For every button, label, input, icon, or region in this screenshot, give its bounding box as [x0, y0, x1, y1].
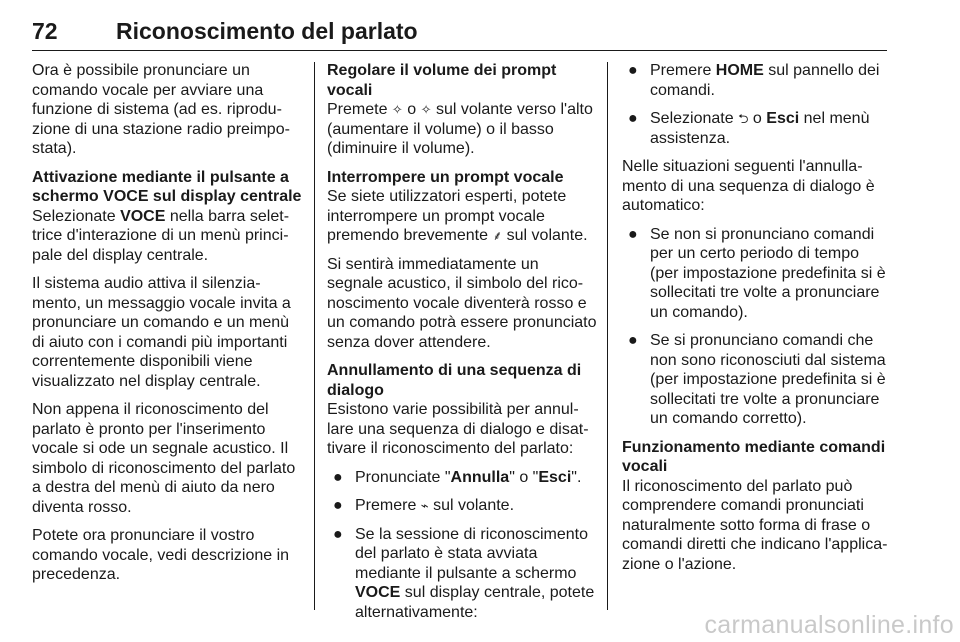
list-item: ● Selezionate ⮌ o Esci nel menù assistenza.	[628, 110, 870, 147]
volume-up-icon: ✧	[391, 102, 403, 117]
section-heading: Funzionamento mediante comandi vocali	[622, 438, 886, 475]
paragraph: Potete ora pronunciare il vostro comando vocale, vedi descrizione in precedenza.	[32, 527, 290, 583]
paragraph: Premete ✧ o ✧ sul volante verso l'alto (aumentare il volume) o il basso (diminuire il volume).	[327, 101, 593, 157]
column-divider	[314, 62, 315, 610]
volume-down-icon: ✧	[420, 102, 432, 117]
list-item: ● Premere HOME sul pannello dei comandi.	[628, 62, 880, 99]
column-1	[32, 61, 304, 594]
page-title: Riconoscimento del parlato	[116, 18, 418, 44]
section-heading: Regolare il volume dei prompt vocali	[327, 62, 557, 99]
column-3	[622, 61, 890, 583]
list-item: ● Se la sessione di riconoscimento del parlato è stata avviata mediante il pulsante a schermo VOCE sul display centrale, potete alternativamente:	[333, 525, 595, 621]
page-number: 72	[32, 18, 58, 44]
list-item: ● Pronunciate "Annulla" o "Esci".	[333, 468, 582, 486]
bullet: ●	[628, 332, 638, 349]
watermark: carmanualsonline.info	[704, 611, 954, 639]
paragraph: Il riconoscimento del parlato può comprendere comandi pronunciati naturalmente sotto forma di frase o comandi diretti che indicano l'applicazione o l'azione.	[622, 477, 888, 573]
end-call-icon: ⌁	[420, 498, 429, 513]
paragraph: Selezionate VOCE nella barra selettrice d'interazione di un menù principale del display centrale.	[32, 207, 290, 264]
paragraph: Nelle situazioni seguenti l'annullamento di una sequenza di dialogo è automatico:	[622, 158, 875, 214]
section-heading: Interrompere un prompt vocale	[327, 168, 564, 186]
back-icon: ⮌	[738, 111, 749, 126]
section-heading: Attivazione mediante il pulsante a schermo VOCE sul display centrale	[32, 168, 302, 205]
bullet: ●	[333, 497, 343, 514]
paragraph: Esistono varie possibilità per annullare una sequenza di dialogo e disattivare il riconoscimento del parlato:	[327, 401, 589, 457]
bullet: ●	[628, 62, 638, 79]
list-item: ● Se non si pronunciano comandi per un certo periodo di tempo (per impostazione predefinita si è sollecitati tre volte a pronunciare un comando).	[628, 225, 886, 321]
paragraph: Se siete utilizzatori esperti, potete interrompere un prompt vocale premendo brevemente ⸙ sul volante.	[327, 188, 588, 244]
page-header	[32, 18, 887, 51]
paragraph: Ora è possibile pronunciare un comando vocale per avviare una funzione di sistema (ad es. riproduzione di una stazione radio preimpostata).	[32, 62, 290, 157]
bullet: ●	[333, 468, 343, 486]
list-item: ● Se si pronunciano comandi che non sono riconosciuti dal sistema (per impostazione predefinita si è sollecitati tre volte a pronunciare un comando corretto).	[628, 332, 886, 427]
paragraph: Il sistema audio attiva il silenziamento, un messaggio vocale invita a pronunciare un comando e un menù di aiuto con i comandi più importanti correntemente disponibili viene visualizzato nel display centrale.	[32, 275, 291, 390]
bullet: ●	[628, 225, 638, 243]
column-divider	[607, 62, 608, 610]
column-2	[327, 61, 597, 631]
bullet: ●	[333, 525, 343, 543]
section-heading: Annullamento di una sequenza di dialogo	[327, 362, 582, 399]
paragraph: Si sentirà immediatamente un segnale acustico, il simbolo del riconoscimento vocale diventerà rosso e un comando potrà essere pronunciato senza dover attendere.	[327, 255, 597, 351]
bullet: ●	[628, 110, 638, 127]
voice-icon: ⸙	[492, 228, 503, 243]
paragraph: Non appena il riconoscimento del parlato è pronto per l'inserimento vocale si ode un segnale acustico. Il simbolo di riconoscimento del parlato a destra del menù di aiuto da nero diventa rosso.	[32, 401, 296, 516]
list-item: ● Premere ⌁ sul volante.	[333, 497, 515, 514]
